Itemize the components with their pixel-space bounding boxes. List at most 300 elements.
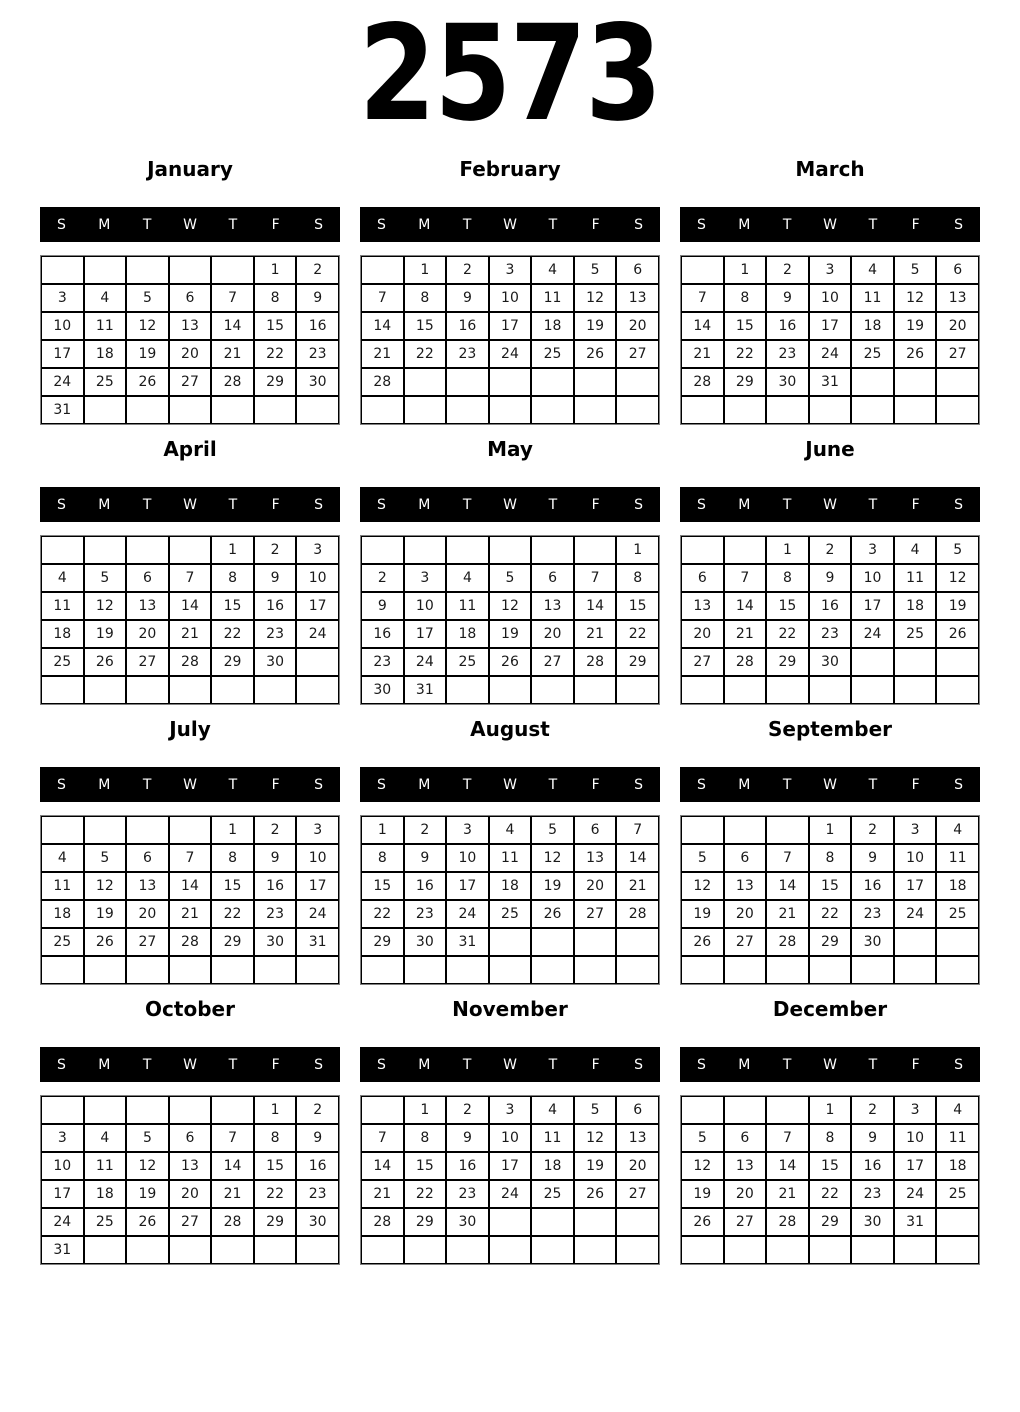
day-cell: 18: [531, 312, 574, 340]
day-cell: 23: [809, 620, 852, 648]
empty-day-cell: [724, 816, 767, 844]
day-cell: 19: [126, 340, 169, 368]
day-cell: 26: [681, 1208, 724, 1236]
day-cell: 16: [851, 872, 894, 900]
day-cell: 28: [211, 1208, 254, 1236]
day-cell: 28: [361, 368, 404, 396]
month-name: October: [145, 997, 235, 1021]
day-cell: 23: [404, 900, 447, 928]
weekday-label: S: [56, 216, 66, 233]
empty-day-cell: [169, 536, 212, 564]
empty-day-cell: [766, 956, 809, 984]
empty-day-cell: [84, 1236, 127, 1264]
day-cell: 6: [126, 564, 169, 592]
empty-day-cell: [616, 956, 659, 984]
empty-day-cell: [446, 536, 489, 564]
week-row: [41, 1208, 339, 1236]
day-cell: 6: [616, 256, 659, 284]
weekday-header-bar: [360, 487, 660, 522]
empty-day-cell: [489, 676, 532, 704]
day-cell: 17: [489, 1152, 532, 1180]
day-cell: 24: [489, 1180, 532, 1208]
empty-day-cell: [84, 1096, 127, 1124]
day-cell: 6: [616, 1096, 659, 1124]
empty-day-cell: [724, 1236, 767, 1264]
weekday-label: S: [954, 776, 964, 793]
day-cell: 4: [84, 284, 127, 312]
day-cell: 30: [809, 648, 852, 676]
day-cell: 11: [489, 844, 532, 872]
empty-day-cell: [446, 956, 489, 984]
week-row: [681, 844, 979, 872]
day-cell: 14: [361, 312, 404, 340]
weekday-label: S: [696, 776, 706, 793]
day-cell: 5: [681, 844, 724, 872]
day-cell: 10: [41, 312, 84, 340]
day-cell: 29: [361, 928, 404, 956]
day-cell: 17: [296, 872, 339, 900]
week-row: [681, 676, 979, 704]
month-october: [40, 997, 340, 1265]
day-cell: 2: [404, 816, 447, 844]
day-cell: 29: [809, 928, 852, 956]
empty-day-cell: [936, 396, 979, 424]
week-row: [41, 564, 339, 592]
day-cell: 24: [41, 368, 84, 396]
day-cell: 3: [41, 1124, 84, 1152]
empty-day-cell: [296, 1236, 339, 1264]
weekday-label: W: [823, 496, 837, 513]
weekday-label: M: [738, 216, 751, 233]
day-cell: 6: [169, 284, 212, 312]
empty-day-cell: [531, 676, 574, 704]
day-cell: 12: [681, 872, 724, 900]
day-cell: 1: [254, 256, 297, 284]
day-cell: 1: [211, 536, 254, 564]
day-cell: 14: [681, 312, 724, 340]
week-row: [361, 564, 659, 592]
day-cell: 4: [84, 1124, 127, 1152]
empty-day-cell: [766, 676, 809, 704]
week-row: [41, 648, 339, 676]
week-row: [681, 592, 979, 620]
weekday-header-bar: [360, 767, 660, 802]
day-cell: 8: [404, 1124, 447, 1152]
day-cell: 8: [809, 844, 852, 872]
day-cell: 16: [809, 592, 852, 620]
day-cell: 5: [489, 564, 532, 592]
day-cell: 9: [254, 564, 297, 592]
day-cell: 4: [489, 816, 532, 844]
day-cell: 27: [126, 928, 169, 956]
week-row: [361, 648, 659, 676]
day-cell: 3: [446, 816, 489, 844]
week-row: [361, 1124, 659, 1152]
day-cell: 17: [809, 312, 852, 340]
day-cell: 26: [936, 620, 979, 648]
empty-day-cell: [404, 536, 447, 564]
empty-day-cell: [574, 676, 617, 704]
day-cell: 11: [446, 592, 489, 620]
month-name: March: [795, 157, 865, 181]
weekday-label: S: [56, 1056, 66, 1073]
day-cell: 8: [254, 1124, 297, 1152]
day-cell: 29: [404, 1208, 447, 1236]
day-cell: 1: [616, 536, 659, 564]
day-cell: 2: [296, 1096, 339, 1124]
empty-day-cell: [936, 1236, 979, 1264]
weekday-label: F: [271, 496, 280, 513]
empty-day-cell: [446, 1236, 489, 1264]
day-cell: 7: [211, 1124, 254, 1152]
empty-day-cell: [126, 256, 169, 284]
weekday-label: S: [634, 496, 644, 513]
weekday-label: T: [782, 496, 792, 513]
day-cell: 7: [616, 816, 659, 844]
day-cell: 2: [296, 256, 339, 284]
empty-day-cell: [361, 956, 404, 984]
day-cell: 6: [936, 256, 979, 284]
day-cell: 19: [574, 1152, 617, 1180]
empty-day-cell: [211, 1236, 254, 1264]
day-cell: 25: [531, 340, 574, 368]
empty-day-cell: [724, 956, 767, 984]
weekday-label: T: [228, 216, 238, 233]
empty-day-cell: [41, 1096, 84, 1124]
day-cell: 11: [84, 1152, 127, 1180]
empty-day-cell: [936, 956, 979, 984]
month-december: [680, 997, 980, 1265]
weekday-label: T: [228, 496, 238, 513]
empty-day-cell: [489, 956, 532, 984]
day-cell: 1: [809, 1096, 852, 1124]
weekday-label: T: [868, 496, 878, 513]
month-date-grid: [360, 815, 660, 985]
weekday-label: S: [954, 216, 964, 233]
day-cell: 11: [936, 1124, 979, 1152]
day-cell: 23: [446, 340, 489, 368]
empty-day-cell: [681, 1236, 724, 1264]
month-april: [40, 437, 340, 705]
weekday-label: T: [142, 776, 152, 793]
day-cell: 28: [616, 900, 659, 928]
empty-day-cell: [574, 928, 617, 956]
weekday-label: S: [376, 216, 386, 233]
day-cell: 3: [404, 564, 447, 592]
day-cell: 10: [894, 1124, 937, 1152]
month-may: [360, 437, 660, 705]
week-row: [41, 928, 339, 956]
empty-day-cell: [894, 676, 937, 704]
day-cell: 11: [894, 564, 937, 592]
day-cell: 21: [724, 620, 767, 648]
day-cell: 6: [681, 564, 724, 592]
day-cell: 21: [169, 900, 212, 928]
month-date-grid: [680, 255, 980, 425]
weekday-label: F: [271, 1056, 280, 1073]
weekday-label: T: [868, 776, 878, 793]
day-cell: 9: [446, 1124, 489, 1152]
empty-day-cell: [404, 396, 447, 424]
weekday-header-bar: [680, 767, 980, 802]
empty-day-cell: [616, 1236, 659, 1264]
day-cell: 29: [616, 648, 659, 676]
day-cell: 10: [894, 844, 937, 872]
day-cell: 16: [446, 312, 489, 340]
empty-day-cell: [84, 816, 127, 844]
day-cell: 30: [361, 676, 404, 704]
day-cell: 13: [616, 1124, 659, 1152]
empty-day-cell: [296, 648, 339, 676]
empty-day-cell: [936, 928, 979, 956]
day-cell: 22: [809, 900, 852, 928]
week-row: [681, 284, 979, 312]
empty-day-cell: [126, 1236, 169, 1264]
empty-day-cell: [766, 1096, 809, 1124]
month-name: January: [147, 157, 233, 181]
day-cell: 5: [681, 1124, 724, 1152]
empty-day-cell: [531, 368, 574, 396]
day-cell: 5: [574, 1096, 617, 1124]
day-cell: 24: [446, 900, 489, 928]
day-cell: 24: [296, 620, 339, 648]
day-cell: 26: [531, 900, 574, 928]
weekday-label: M: [738, 1056, 751, 1073]
day-cell: 12: [574, 1124, 617, 1152]
day-cell: 1: [724, 256, 767, 284]
day-cell: 1: [766, 536, 809, 564]
day-cell: 31: [404, 676, 447, 704]
empty-day-cell: [809, 396, 852, 424]
empty-day-cell: [616, 368, 659, 396]
day-cell: 27: [724, 1208, 767, 1236]
day-cell: 29: [766, 648, 809, 676]
weekday-label: W: [503, 1056, 517, 1073]
day-cell: 26: [489, 648, 532, 676]
month-date-grid: [680, 815, 980, 985]
empty-day-cell: [574, 368, 617, 396]
week-row: [41, 368, 339, 396]
empty-day-cell: [169, 676, 212, 704]
day-cell: 3: [489, 1096, 532, 1124]
week-row: [41, 592, 339, 620]
day-cell: 4: [936, 816, 979, 844]
day-cell: 14: [211, 1152, 254, 1180]
week-row: [41, 1236, 339, 1264]
weekday-label: S: [376, 1056, 386, 1073]
empty-day-cell: [574, 536, 617, 564]
day-cell: 15: [809, 1152, 852, 1180]
day-cell: 25: [84, 368, 127, 396]
weekday-label: T: [228, 776, 238, 793]
week-row: [41, 340, 339, 368]
day-cell: 29: [211, 648, 254, 676]
weekday-label: W: [823, 776, 837, 793]
weekday-label: T: [462, 776, 472, 793]
month-february: [360, 157, 660, 425]
day-cell: 15: [404, 1152, 447, 1180]
day-cell: 20: [616, 312, 659, 340]
week-row: [361, 1236, 659, 1264]
week-row: [361, 900, 659, 928]
empty-day-cell: [681, 1096, 724, 1124]
day-cell: 5: [936, 536, 979, 564]
weekday-label: T: [462, 496, 472, 513]
day-cell: 22: [254, 340, 297, 368]
day-cell: 2: [446, 1096, 489, 1124]
day-cell: 20: [169, 340, 212, 368]
day-cell: 15: [361, 872, 404, 900]
day-cell: 23: [296, 1180, 339, 1208]
empty-day-cell: [724, 676, 767, 704]
empty-day-cell: [84, 956, 127, 984]
month-march: [680, 157, 980, 425]
empty-day-cell: [169, 1236, 212, 1264]
day-cell: 17: [851, 592, 894, 620]
day-cell: 14: [766, 1152, 809, 1180]
day-cell: 12: [84, 592, 127, 620]
day-cell: 17: [894, 1152, 937, 1180]
month-date-grid: [360, 255, 660, 425]
weekday-label: M: [418, 1056, 431, 1073]
weekday-label: S: [314, 776, 324, 793]
day-cell: 31: [894, 1208, 937, 1236]
day-cell: 27: [169, 368, 212, 396]
day-cell: 16: [766, 312, 809, 340]
weekday-header-bar: [40, 767, 340, 802]
week-row: [361, 620, 659, 648]
week-row: [41, 312, 339, 340]
empty-day-cell: [126, 956, 169, 984]
weekday-header-bar: [40, 487, 340, 522]
day-cell: 22: [616, 620, 659, 648]
empty-day-cell: [851, 956, 894, 984]
week-row: [681, 256, 979, 284]
empty-day-cell: [851, 1236, 894, 1264]
day-cell: 22: [724, 340, 767, 368]
day-cell: 13: [531, 592, 574, 620]
day-cell: 13: [169, 312, 212, 340]
day-cell: 8: [254, 284, 297, 312]
day-cell: 17: [489, 312, 532, 340]
week-row: [41, 844, 339, 872]
weekday-label: W: [183, 496, 197, 513]
day-cell: 31: [296, 928, 339, 956]
day-cell: 20: [126, 900, 169, 928]
week-row: [681, 928, 979, 956]
day-cell: 22: [766, 620, 809, 648]
weekday-label: T: [142, 216, 152, 233]
day-cell: 5: [894, 256, 937, 284]
empty-day-cell: [296, 956, 339, 984]
day-cell: 20: [724, 1180, 767, 1208]
day-cell: 22: [404, 340, 447, 368]
week-row: [681, 1096, 979, 1124]
day-cell: 1: [254, 1096, 297, 1124]
day-cell: 30: [766, 368, 809, 396]
week-row: [361, 592, 659, 620]
week-row: [681, 900, 979, 928]
empty-day-cell: [41, 256, 84, 284]
day-cell: 19: [126, 1180, 169, 1208]
day-cell: 8: [404, 284, 447, 312]
empty-day-cell: [724, 396, 767, 424]
week-row: [361, 676, 659, 704]
week-row: [681, 1180, 979, 1208]
day-cell: 9: [254, 844, 297, 872]
day-cell: 24: [489, 340, 532, 368]
day-cell: 13: [574, 844, 617, 872]
day-cell: 14: [211, 312, 254, 340]
weekday-label: W: [183, 1056, 197, 1073]
day-cell: 24: [41, 1208, 84, 1236]
empty-day-cell: [84, 676, 127, 704]
weekday-header-bar: [680, 487, 980, 522]
day-cell: 3: [851, 536, 894, 564]
day-cell: 25: [446, 648, 489, 676]
day-cell: 11: [936, 844, 979, 872]
week-row: [41, 956, 339, 984]
day-cell: 15: [766, 592, 809, 620]
weekday-label: S: [376, 496, 386, 513]
day-cell: 7: [766, 844, 809, 872]
day-cell: 3: [296, 816, 339, 844]
empty-day-cell: [446, 396, 489, 424]
day-cell: 24: [404, 648, 447, 676]
day-cell: 13: [126, 872, 169, 900]
day-cell: 7: [574, 564, 617, 592]
month-june: [680, 437, 980, 705]
day-cell: 6: [531, 564, 574, 592]
empty-day-cell: [531, 1208, 574, 1236]
week-row: [41, 676, 339, 704]
empty-day-cell: [169, 256, 212, 284]
empty-day-cell: [574, 396, 617, 424]
week-row: [41, 620, 339, 648]
empty-day-cell: [41, 536, 84, 564]
day-cell: 31: [446, 928, 489, 956]
day-cell: 17: [41, 340, 84, 368]
day-cell: 4: [531, 256, 574, 284]
week-row: [361, 256, 659, 284]
weekday-label: T: [142, 496, 152, 513]
day-cell: 25: [489, 900, 532, 928]
day-cell: 22: [211, 900, 254, 928]
day-cell: 13: [724, 872, 767, 900]
day-cell: 26: [574, 340, 617, 368]
day-cell: 4: [936, 1096, 979, 1124]
empty-day-cell: [169, 956, 212, 984]
day-cell: 30: [254, 928, 297, 956]
weekday-label: T: [548, 496, 558, 513]
day-cell: 18: [84, 1180, 127, 1208]
day-cell: 13: [169, 1152, 212, 1180]
empty-day-cell: [681, 816, 724, 844]
day-cell: 28: [211, 368, 254, 396]
day-cell: 25: [41, 648, 84, 676]
day-cell: 2: [254, 816, 297, 844]
weekday-header-bar: [360, 1047, 660, 1082]
weekday-label: M: [98, 216, 111, 233]
day-cell: 27: [169, 1208, 212, 1236]
weekday-label: W: [183, 776, 197, 793]
week-row: [361, 872, 659, 900]
day-cell: 27: [126, 648, 169, 676]
day-cell: 3: [809, 256, 852, 284]
week-row: [681, 1236, 979, 1264]
weekday-label: T: [782, 776, 792, 793]
day-cell: 15: [404, 312, 447, 340]
